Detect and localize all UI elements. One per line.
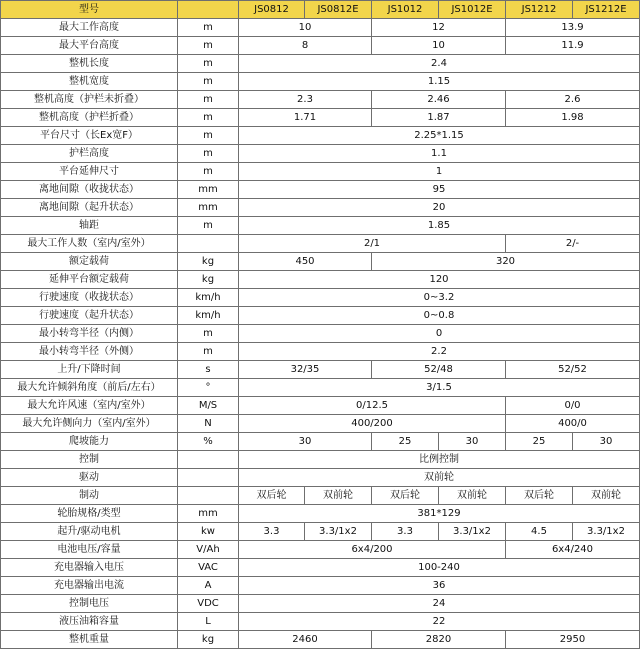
header-model: JS1012E	[439, 1, 506, 19]
spec-value: 双前轮	[439, 487, 506, 505]
spec-value: 2/1	[239, 235, 506, 253]
spec-value: 1.71	[239, 109, 372, 127]
spec-unit: m	[178, 127, 239, 145]
spec-value: 6x4/240	[506, 541, 640, 559]
header-row	[1, 1, 640, 19]
spec-row	[1, 217, 640, 235]
spec-unit: s	[178, 361, 239, 379]
spec-unit: N	[178, 415, 239, 433]
spec-item-label: 最大允许倾斜角度（前后/左右）	[1, 379, 178, 397]
spec-value: 3.3	[239, 523, 305, 541]
spec-value: 13.9	[506, 19, 640, 37]
spec-unit: V/Ah	[178, 541, 239, 559]
spec-value: 0	[239, 325, 640, 343]
spec-unit: mm	[178, 181, 239, 199]
spec-row	[1, 199, 640, 217]
spec-value: 22	[239, 613, 640, 631]
spec-value: 30	[239, 433, 372, 451]
spec-value: 400/200	[239, 415, 506, 433]
spec-value: 25	[372, 433, 439, 451]
header-model: JS0812	[239, 1, 305, 19]
spec-unit: kg	[178, 271, 239, 289]
spec-table-body	[1, 1, 640, 649]
spec-unit: kw	[178, 523, 239, 541]
spec-item-label: 爬坡能力	[1, 433, 178, 451]
spec-value: 双后轮	[239, 487, 305, 505]
spec-item-label: 离地间隙（收拢状态）	[1, 181, 178, 199]
spec-unit: M/S	[178, 397, 239, 415]
spec-item-label: 整机长度	[1, 55, 178, 73]
spec-item-label: 整机高度（护栏未折叠）	[1, 91, 178, 109]
spec-row	[1, 109, 640, 127]
spec-item-label: 整机重量	[1, 631, 178, 649]
spec-value: 3.3/1x2	[573, 523, 640, 541]
header-model: JS1212E	[573, 1, 640, 19]
header-model: JS0812E	[305, 1, 372, 19]
spec-value: 52/48	[372, 361, 506, 379]
spec-unit	[178, 469, 239, 487]
spec-unit: m	[178, 325, 239, 343]
spec-value: 20	[239, 199, 640, 217]
spec-item-label: 最小转弯半径（内侧）	[1, 325, 178, 343]
spec-value: 双前轮	[239, 469, 640, 487]
spec-row	[1, 577, 640, 595]
spec-item-label: 充电器输入电压	[1, 559, 178, 577]
spec-row	[1, 631, 640, 649]
spec-value: 0/0	[506, 397, 640, 415]
spec-value: 1.85	[239, 217, 640, 235]
spec-value: 双后轮	[506, 487, 573, 505]
spec-item-label: 平台尺寸（长Ex宽F）	[1, 127, 178, 145]
spec-unit: km/h	[178, 289, 239, 307]
spec-row	[1, 595, 640, 613]
spec-item-label: 制动	[1, 487, 178, 505]
spec-value: 400/0	[506, 415, 640, 433]
spec-value: 1	[239, 163, 640, 181]
spec-unit: VAC	[178, 559, 239, 577]
spec-item-label: 电池电压/容量	[1, 541, 178, 559]
spec-row	[1, 397, 640, 415]
spec-unit: m	[178, 109, 239, 127]
spec-row	[1, 487, 640, 505]
spec-value: 6x4/200	[239, 541, 506, 559]
spec-row	[1, 307, 640, 325]
spec-item-label: 整机高度（护栏折叠）	[1, 109, 178, 127]
spec-item-label: 行驶速度（起升状态）	[1, 307, 178, 325]
spec-unit: A	[178, 577, 239, 595]
spec-row	[1, 73, 640, 91]
spec-item-label: 平台延伸尺寸	[1, 163, 178, 181]
spec-row	[1, 55, 640, 73]
spec-value: 52/52	[506, 361, 640, 379]
spec-value: 双前轮	[573, 487, 640, 505]
spec-value: 双后轮	[372, 487, 439, 505]
spec-row	[1, 91, 640, 109]
spec-value: 4.5	[506, 523, 573, 541]
spec-value: 2.6	[506, 91, 640, 109]
header-model: JS1212	[506, 1, 573, 19]
spec-unit: mm	[178, 199, 239, 217]
spec-unit: m	[178, 55, 239, 73]
spec-value: 0~3.2	[239, 289, 640, 307]
spec-value: 比例控制	[239, 451, 640, 469]
spec-value: 2460	[239, 631, 372, 649]
spec-item-label: 行驶速度（收拢状态）	[1, 289, 178, 307]
spec-row	[1, 343, 640, 361]
spec-value: 95	[239, 181, 640, 199]
spec-row	[1, 469, 640, 487]
spec-item-label: 最大允许侧向力（室内/室外）	[1, 415, 178, 433]
spec-unit: %	[178, 433, 239, 451]
spec-row	[1, 289, 640, 307]
spec-item-label: 最大工作人数（室内/室外）	[1, 235, 178, 253]
spec-value: 0/12.5	[239, 397, 506, 415]
spec-row	[1, 271, 640, 289]
spec-value: 30	[573, 433, 640, 451]
spec-value: 2.3	[239, 91, 372, 109]
spec-row	[1, 523, 640, 541]
spec-unit	[178, 487, 239, 505]
spec-value: 1.15	[239, 73, 640, 91]
spec-row	[1, 181, 640, 199]
spec-unit: kg	[178, 631, 239, 649]
spec-value: 3/1.5	[239, 379, 640, 397]
spec-value: 2/-	[506, 235, 640, 253]
spec-row	[1, 379, 640, 397]
spec-unit: m	[178, 145, 239, 163]
spec-value: 36	[239, 577, 640, 595]
spec-unit	[178, 451, 239, 469]
spec-row	[1, 451, 640, 469]
spec-value: 120	[239, 271, 640, 289]
spec-unit	[178, 235, 239, 253]
spec-item-label: 轴距	[1, 217, 178, 235]
spec-value: 381*129	[239, 505, 640, 523]
spec-unit: kg	[178, 253, 239, 271]
spec-value: 2950	[506, 631, 640, 649]
spec-value: 24	[239, 595, 640, 613]
spec-unit: m	[178, 163, 239, 181]
spec-item-label: 充电器输出电流	[1, 577, 178, 595]
spec-unit: km/h	[178, 307, 239, 325]
spec-item-label: 最大允许风速（室内/室外）	[1, 397, 178, 415]
spec-unit: m	[178, 343, 239, 361]
spec-unit: m	[178, 217, 239, 235]
spec-item-label: 离地间隙（起升状态）	[1, 199, 178, 217]
spec-value: 32/35	[239, 361, 372, 379]
spec-unit: mm	[178, 505, 239, 523]
spec-item-label: 最小转弯半径（外侧）	[1, 343, 178, 361]
spec-value: 2.4	[239, 55, 640, 73]
spec-item-label: 控制电压	[1, 595, 178, 613]
spec-item-label: 起升/驱动电机	[1, 523, 178, 541]
spec-unit: m	[178, 37, 239, 55]
spec-value: 30	[439, 433, 506, 451]
spec-item-label: 最大平台高度	[1, 37, 178, 55]
spec-row	[1, 361, 640, 379]
spec-value: 0~0.8	[239, 307, 640, 325]
spec-value: 450	[239, 253, 372, 271]
spec-value: 3.3/1x2	[305, 523, 372, 541]
spec-item-label: 控制	[1, 451, 178, 469]
spec-row	[1, 145, 640, 163]
header-unit	[178, 1, 239, 19]
spec-item-label: 上升/下降时间	[1, 361, 178, 379]
spec-item-label: 驱动	[1, 469, 178, 487]
spec-row	[1, 19, 640, 37]
spec-value: 12	[372, 19, 506, 37]
spec-item-label: 整机宽度	[1, 73, 178, 91]
spec-row	[1, 37, 640, 55]
spec-row	[1, 559, 640, 577]
header-item: 型号	[1, 1, 178, 19]
spec-unit: VDC	[178, 595, 239, 613]
spec-value: 2.46	[372, 91, 506, 109]
spec-unit: L	[178, 613, 239, 631]
spec-item-label: 最大工作高度	[1, 19, 178, 37]
spec-item-label: 轮胎规格/类型	[1, 505, 178, 523]
spec-item-label: 延伸平台额定载荷	[1, 271, 178, 289]
spec-item-label: 护栏高度	[1, 145, 178, 163]
spec-unit: m	[178, 91, 239, 109]
spec-value: 10	[239, 19, 372, 37]
spec-value: 1.1	[239, 145, 640, 163]
spec-value: 双前轮	[305, 487, 372, 505]
spec-row	[1, 127, 640, 145]
spec-value: 2.25*1.15	[239, 127, 640, 145]
spec-value: 1.98	[506, 109, 640, 127]
spec-row	[1, 613, 640, 631]
spec-value: 3.3/1x2	[439, 523, 506, 541]
spec-item-label: 液压油箱容量	[1, 613, 178, 631]
spec-value: 25	[506, 433, 573, 451]
spec-item-label: 额定载荷	[1, 253, 178, 271]
spec-value: 3.3	[372, 523, 439, 541]
spec-value: 10	[372, 37, 506, 55]
spec-row	[1, 505, 640, 523]
spec-row	[1, 433, 640, 451]
spec-value: 8	[239, 37, 372, 55]
spec-row	[1, 325, 640, 343]
spec-unit: m	[178, 73, 239, 91]
spec-row	[1, 235, 640, 253]
spec-row	[1, 541, 640, 559]
spec-row	[1, 253, 640, 271]
spec-unit: °	[178, 379, 239, 397]
spec-row	[1, 415, 640, 433]
spec-row	[1, 163, 640, 181]
spec-value: 320	[372, 253, 640, 271]
header-model: JS1012	[372, 1, 439, 19]
spec-value: 2820	[372, 631, 506, 649]
spec-value: 100-240	[239, 559, 640, 577]
spec-unit: m	[178, 19, 239, 37]
spec-value: 11.9	[506, 37, 640, 55]
spec-value: 1.87	[372, 109, 506, 127]
spec-value: 2.2	[239, 343, 640, 361]
